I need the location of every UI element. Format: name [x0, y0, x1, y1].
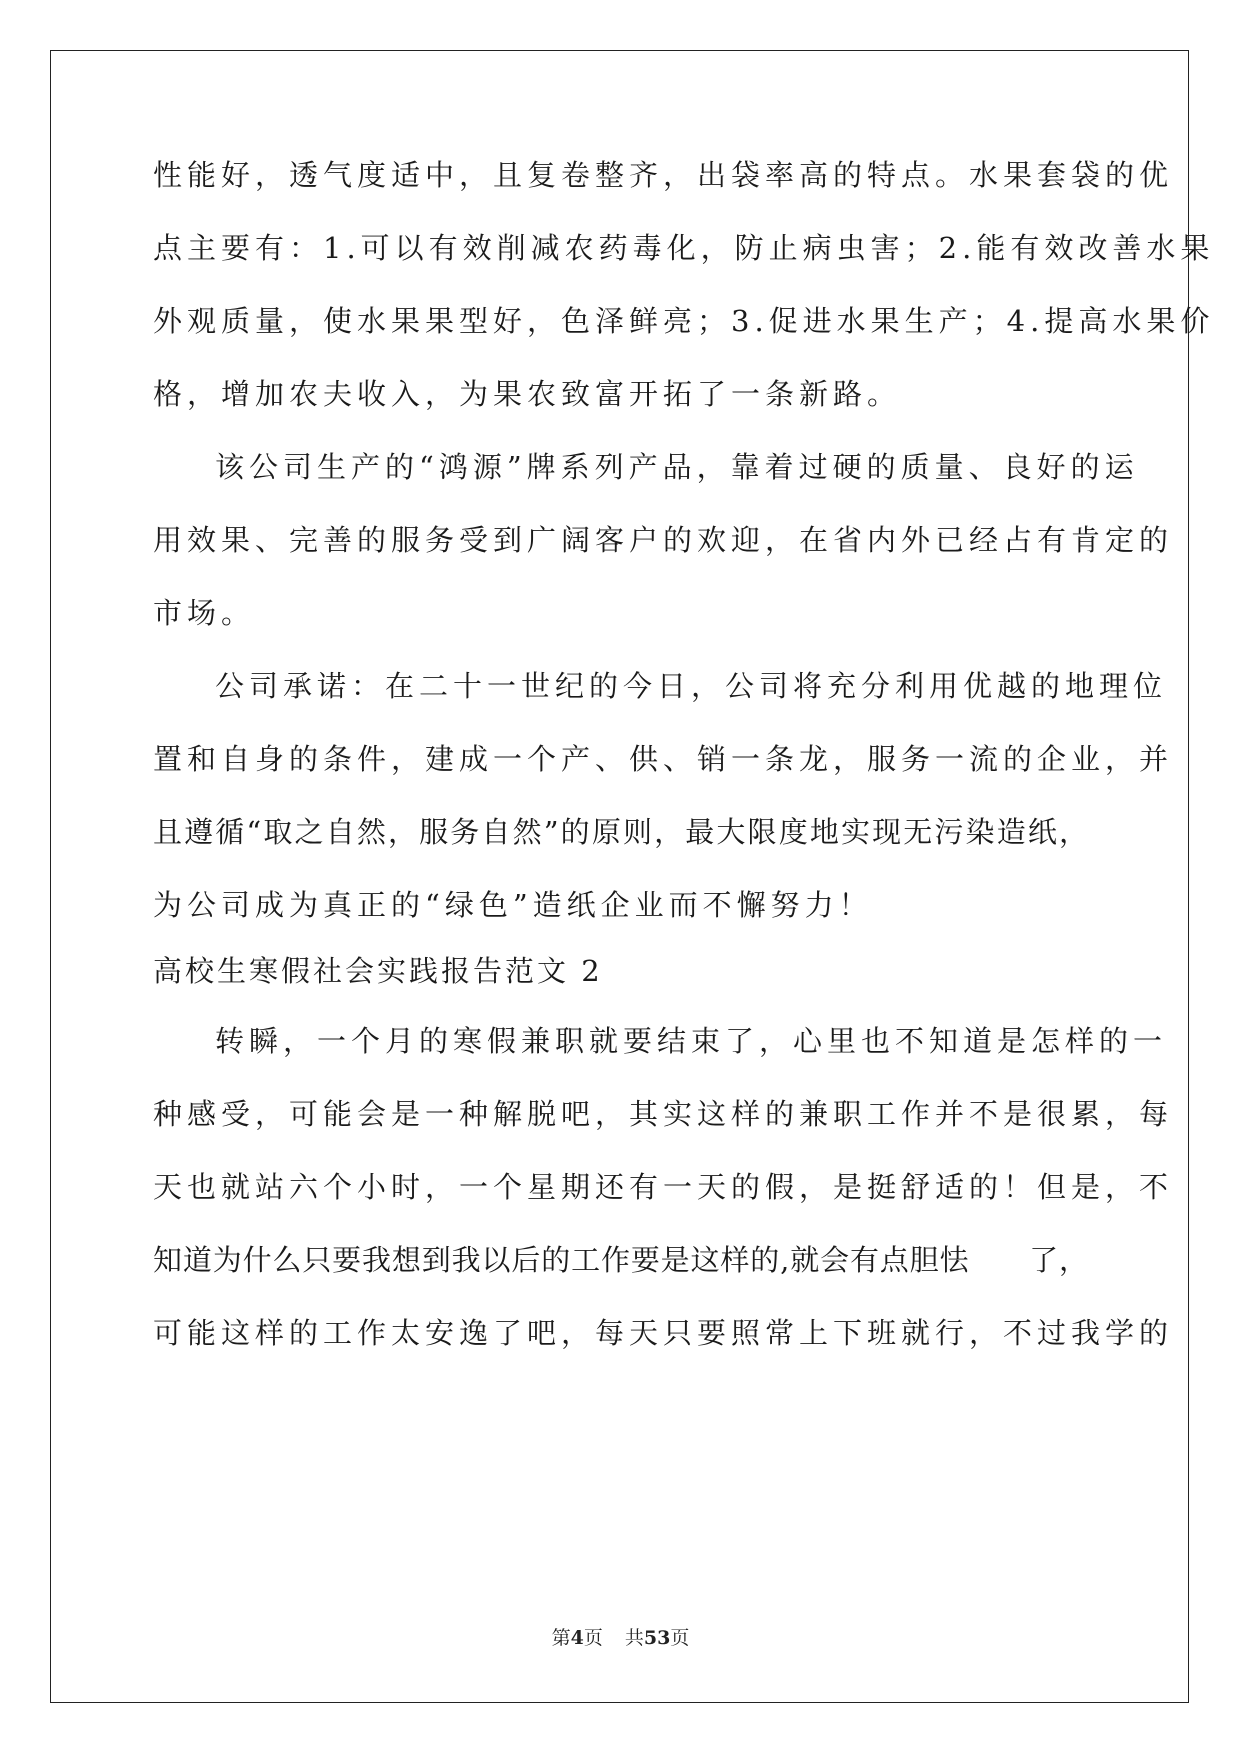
text-line: 天也就站六个小时，一个星期还有一天的假，是挺舒适的！但是，不	[153, 1170, 1174, 1204]
text-line: 点主要有：1.可以有效削减农药毒化，防止病虫害；2.能有效改善水果	[153, 231, 1215, 265]
text-line: 市场。	[153, 596, 256, 630]
text-line: 转瞬，一个月的寒假兼职就要结束了，心里也不知道是怎样的一	[215, 1024, 1168, 1058]
text-line: 该公司生产的“鸿源”牌系列产品，靠着过硬的质量、良好的运	[215, 450, 1139, 484]
text-line: 公司承诺：在二十一世纪的今日，公司将充分利用优越的地理位	[215, 669, 1168, 703]
text-line: 种感受，可能会是一种解脱吧，其实这样的兼职工作并不是很累，每	[153, 1097, 1174, 1131]
text-line: 知道为什么只要我想到我以后的工作要是这样的,就会有点胆怯 了，	[153, 1243, 1088, 1277]
text-line: 置和自身的条件，建成一个产、供、销一条龙，服务一流的企业，并	[153, 742, 1174, 776]
text-line: 性能好，透气度适中，且复卷整齐，出袋率高的特点。水果套袋的优	[153, 158, 1174, 192]
text-line: 可能这样的工作太安逸了吧，每天只要照常上下班就行，不过我学的	[153, 1316, 1174, 1350]
page-footer	[0, 1626, 1241, 1650]
text-line: 用效果、完善的服务受到广阔客户的欢迎，在省内外已经占有肯定的	[153, 523, 1174, 557]
page-number: 4	[570, 1627, 584, 1649]
footer-page-suffix: 页	[583, 1627, 603, 1649]
text-line: 格，增加农夫收入，为果农致富开拓了一条新路。	[153, 377, 902, 411]
total-pages: 53	[643, 1627, 671, 1649]
text-line: 外观质量，使水果果型好，色泽鲜亮；3.促进水果生产；4.提高水果价	[153, 304, 1215, 338]
footer-prefix: 第	[551, 1627, 571, 1649]
section-heading: 高校生寒假社会实践报告范文 2	[153, 954, 603, 988]
text-line: 为公司成为真正的“绿色”造纸企业而不懈努力！	[153, 888, 873, 922]
footer-total-prefix: 共	[624, 1627, 644, 1649]
footer-total-suffix: 页	[670, 1627, 690, 1649]
text-line: 且遵循“取之自然，服务自然”的原则，最大限度地实现无污染造纸，	[153, 815, 1088, 849]
